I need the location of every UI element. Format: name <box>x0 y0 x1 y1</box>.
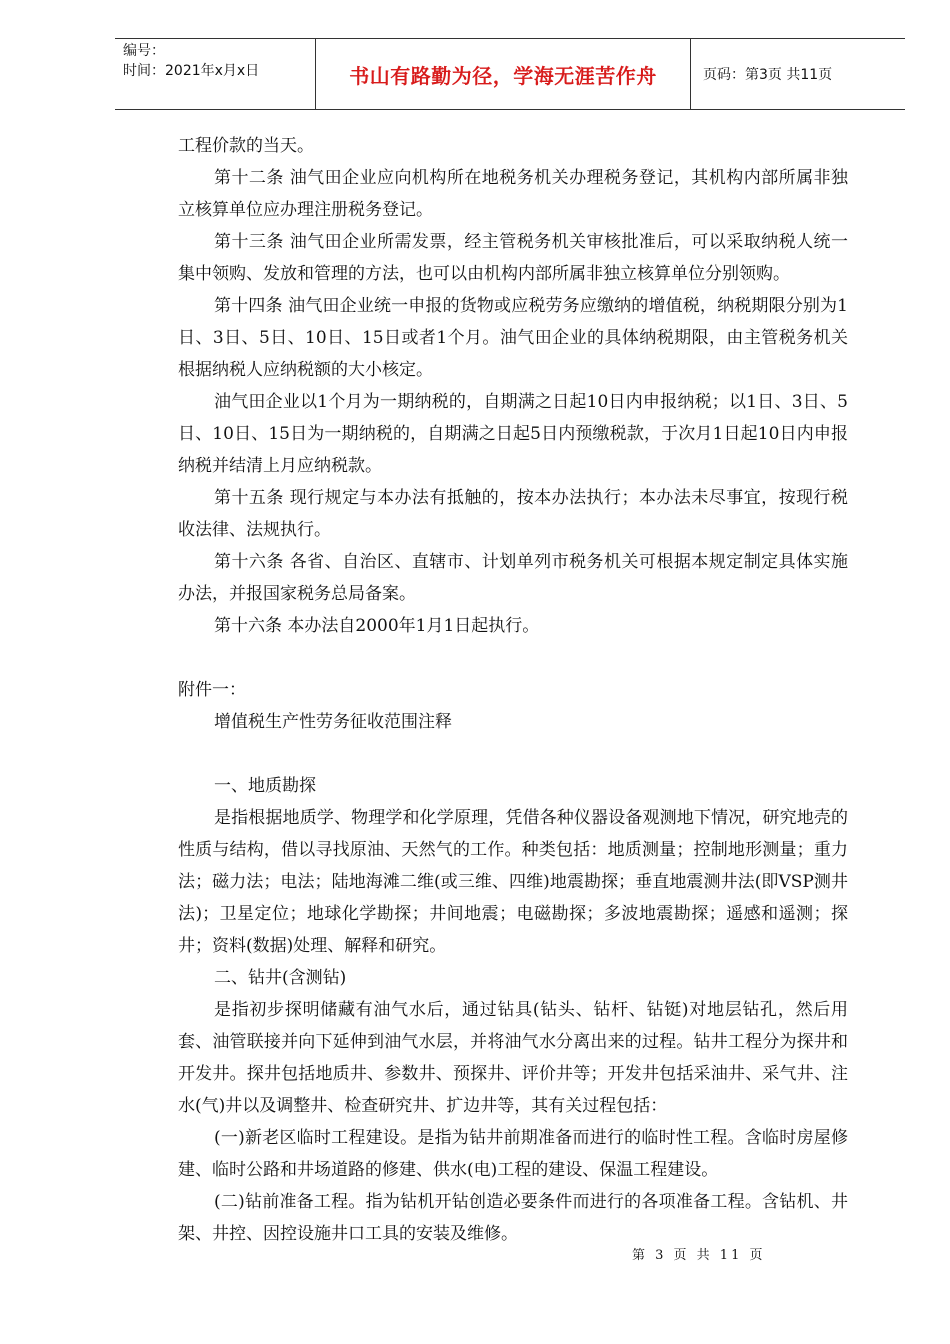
paragraph: 第十二条 油气田企业应向机构所在地税务机关办理税务登记，其机构内部所属非独立核算单位应办理注册税务登记。 <box>178 168 848 220</box>
paragraph: 第十六条 本办法自2000年1月1日起执行。 <box>214 616 540 636</box>
header-meta <box>115 39 316 109</box>
code-label: 编号： <box>123 43 165 59</box>
paragraph: 第十六条 各省、自治区、直辖市、计划单列市税务机关可根据本规定制定具体实施办法，并报国家税务总局备案。 <box>178 552 848 604</box>
paragraph: 附件一： <box>178 680 246 700</box>
motto-text: 书山有路勤为径，学海无涯苦作舟 <box>349 63 657 88</box>
page-number-label: 页码：第3页 共11页 <box>703 67 833 83</box>
paragraph: 工程价款的当天。 <box>178 136 314 156</box>
paragraph: 第十五条 现行规定与本办法有抵触的，按本办法执行；本办法未尽事宜，按现行税收法律、法规执行。 <box>178 488 848 540</box>
header-page-cell <box>691 39 905 109</box>
paragraph: (二)钻前准备工程。指为钻机开钻创造必要条件而进行的各项准备工程。含钻机、井架、井控、因控设施井口工具的安装及维修。 <box>178 1192 848 1244</box>
page-header <box>115 38 905 110</box>
blank-line <box>178 738 848 770</box>
paragraph: 增值税生产性劳务征收范围注释 <box>214 712 452 732</box>
document-body <box>178 130 848 1250</box>
page-footer: 第 3 页 共 11 页 <box>632 1248 766 1263</box>
date-label: 时间：2021年x月x日 <box>123 63 260 79</box>
paragraph: 是指根据地质学、物理学和化学原理，凭借各种仪器设备观测地下情况，研究地壳的性质与结构，借以寻找原油、天然气的工作。种类包括：地质测量；控制地形测量；重力法；磁力法；电法；陆地海滩二维(或三维、四维)地震勘探；垂直地震测井法(即VSP测井法)；卫星定位；地球化学勘探；井间地震；电磁勘探；多波地震勘探；遥感和遥测；探井；资料(数据)处理、解释和研究。 <box>178 808 848 956</box>
paragraph: 是指初步探明储藏有油气水后，通过钻具(钻头、钻杆、钻铤)对地层钻孔，然后用套、油管联接并向下延伸到油气水层，并将油气水分离出来的过程。钻井工程分为探井和开发井。探井包括地质井、参数井、预探井、评价井等；开发井包括采油井、采气井、注水(气)井以及调整井、检查研究井、扩边井等，其有关过程包括： <box>178 1000 848 1116</box>
paragraph: 油气田企业以1个月为一期纳税的，自期满之日起10日内申报纳税；以1日、3日、5日、10日、15日为一期纳税的，自期满之日起5日内预缴税款，于次月1日起10日内申报纳税并结清上月应纳税款。 <box>178 392 848 476</box>
paragraph: 二、钻井(含测钻) <box>214 968 347 988</box>
paragraph: 第十三条 油气田企业所需发票，经主管税务机关审核批准后，可以采取纳税人统一集中领购、发放和管理的方法，也可以由机构内部所属非独立核算单位分别领购。 <box>178 232 848 284</box>
paragraph: 一、地质勘探 <box>214 776 316 796</box>
header-motto-cell <box>316 39 691 109</box>
paragraph: 第十四条 油气田企业统一申报的货物或应税劳务应缴纳的增值税，纳税期限分别为1日、3日、5日、10日、15日或者1个月。油气田企业的具体纳税期限，由主管税务机关根据纳税人应纳税额的大小核定。 <box>178 296 848 380</box>
paragraph: (一)新老区临时工程建设。是指为钻井前期准备而进行的临时性工程。含临时房屋修建、临时公路和井场道路的修建、供水(电)工程的建设、保温工程建设。 <box>178 1128 848 1180</box>
blank-line <box>178 642 848 674</box>
